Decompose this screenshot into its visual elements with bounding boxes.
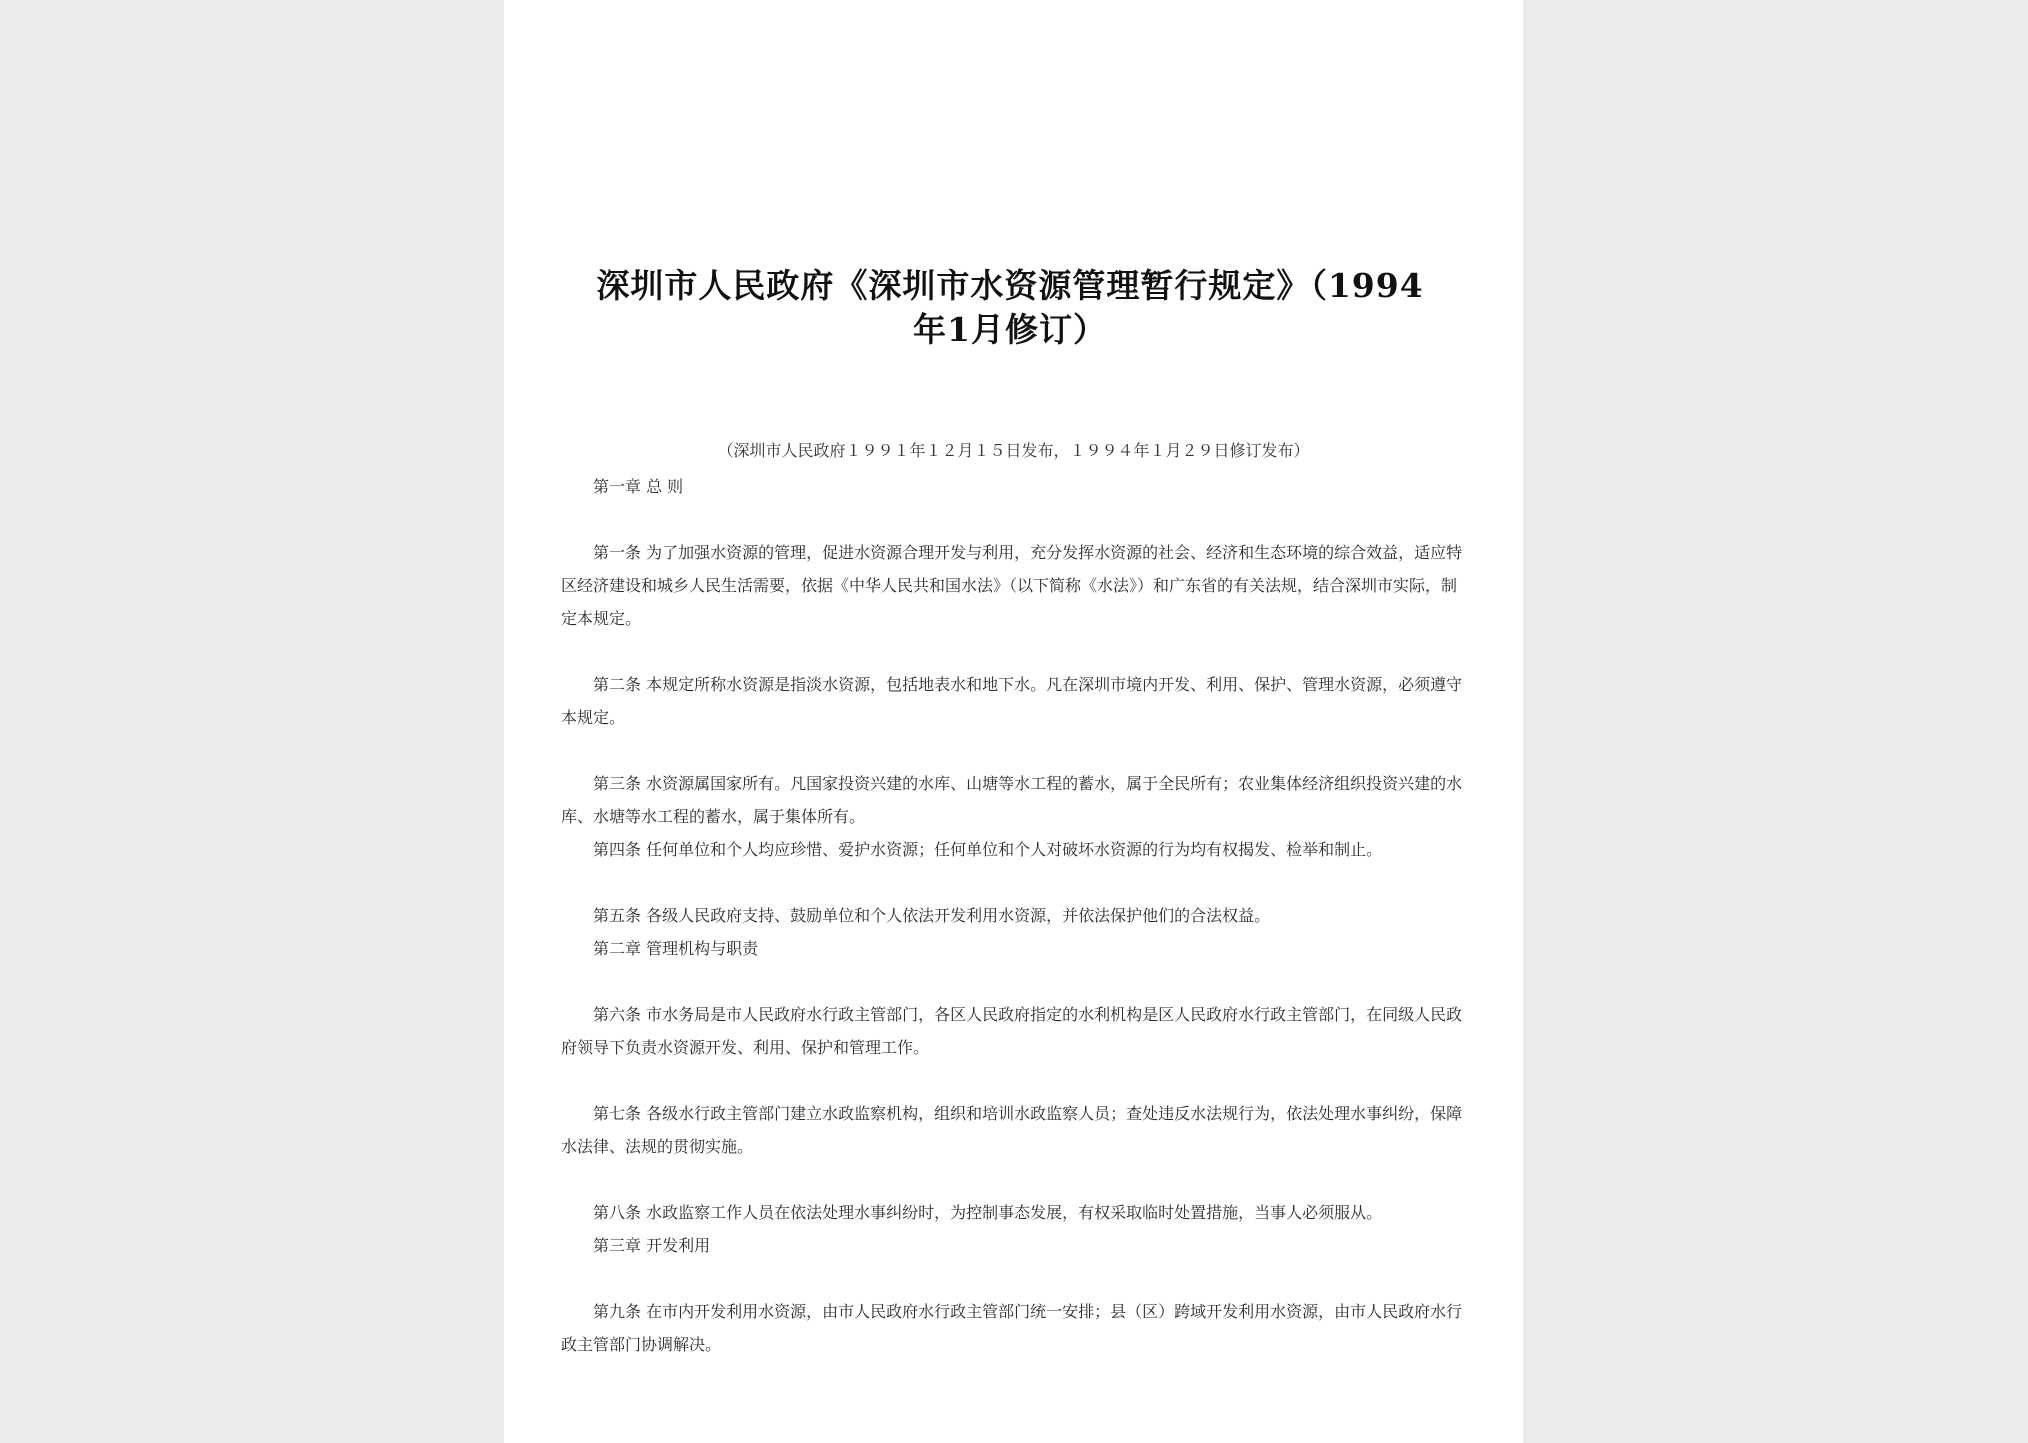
document-body: [561, 470, 1466, 1361]
article: 第三条 水资源属国家所有。凡国家投资兴建的水库、山塘等水工程的蓄水，属于全民所有；农业集体经济组织投资兴建的水库、水塘等水工程的蓄水，属于集体所有。: [561, 774, 1463, 826]
title-line-1: 深圳市人民政府《深圳市水资源管理暂行规定》（1994: [596, 266, 1424, 305]
article: 第九条 在市内开发利用水资源，由市人民政府水行政主管部门统一安排；县（区）跨域开发利用水资源，由市人民政府水行政主管部门协调解决。: [561, 1302, 1463, 1354]
article: 第二条 本规定所称水资源是指淡水资源，包括地表水和地下水。凡在深圳市境内开发、利用、保护、管理水资源，必须遵守本规定。: [561, 675, 1463, 727]
publication-note: （深圳市人民政府１９９１年１２月１５日发布，１９９４年１月２９日修订发布）: [717, 441, 1310, 460]
article: 第一条 为了加强水资源的管理，促进水资源合理开发与利用，充分发挥水资源的社会、经济和生态环境的综合效益，适应特区经济建设和城乡人民生活需要，依据《中华人民共和国水法》（以下简称《水法》）和广东省的有关法规，结合深圳市实际，制定本规定。: [561, 543, 1463, 628]
chapter-heading: 第二章 管理机构与职责: [593, 939, 759, 958]
article: 第七条 各级水行政主管部门建立水政监察机构，组织和培训水政监察人员；查处违反水法规行为，依法处理水事纠纷，保障水法律、法规的贯彻实施。: [561, 1104, 1463, 1156]
title-line-2: 年1月修订）: [913, 310, 1107, 349]
article: 第六条 市水务局是市人民政府水行政主管部门，各区人民政府指定的水利机构是区人民政府水行政主管部门，在同级人民政府领导下负责水资源开发、利用、保护和管理工作。: [561, 1005, 1463, 1057]
chapter-heading: 第一章 总 则: [593, 477, 684, 496]
article: 第四条 任何单位和个人均应珍惜、爱护水资源；任何单位和个人对破坏水资源的行为均有权揭发、检举和制止。: [593, 840, 1383, 859]
document-title: [560, 264, 1460, 352]
chapter-heading: 第三章 开发利用: [593, 1236, 711, 1255]
article: 第五条 各级人民政府支持、鼓励单位和个人依法开发利用水资源，并依法保护他们的合法权益。: [593, 906, 1271, 925]
document-page: [504, 0, 1523, 1443]
article: 第八条 水政监察工作人员在依法处理水事纠纷时，为控制事态发展，有权采取临时处置措施，当事人必须服从。: [593, 1203, 1383, 1222]
